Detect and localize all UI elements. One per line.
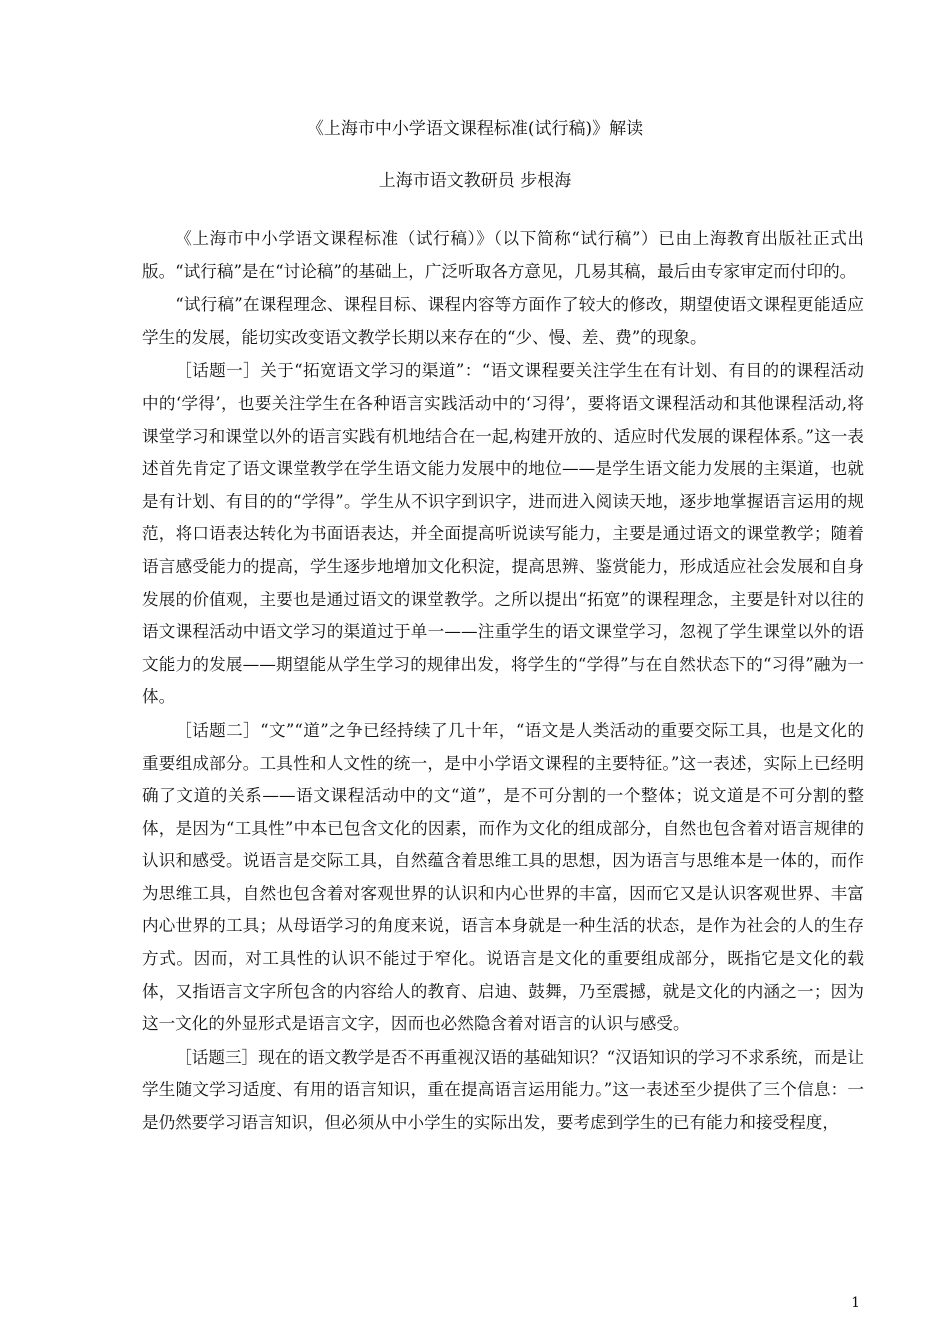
page-number: 1: [851, 1295, 860, 1311]
paragraph-topic-2: ［话题二］“文”“道”之争已经持续了几十年，“语文是人类活动的重要交际工具，也是文化的重要组成部分。工具性和人文性的统一，是中小学语文课程的主要特征。”这一表述，实际上已经明确了文道的关系——语文课程活动中的文“道”，是不可分割的一个整体；说文道是不可分割的整体，是因为“工具性”中本已包含文化的因素，而作为文化的组成部分，自然也包含着对语言规律的认识和感受。说语言是交际工具，自然蕴含着思维工具的思想，因为语言与思维本是一体的，而作为思维工具，自然也包含着对客观世界的认识和内心世界的丰富，因而它又是认识客观世界、丰富内心世界的工具；从母语学习的角度来说，语言本身就是一种生活的状态，是作为社会的人的生存方式。因而，对工具性的认识不能过于窄化。说语言是文化的重要组成部分，既指它是文化的载体，又指语言文字所包含的内容给人的教育、启迪、鼓舞，乃至震撼，就是文化的内涵之一；因为这一文化的外显形式是语言文字，因而也必然隐含着对语言的认识与感受。: [142, 720, 864, 1034]
paragraph-topic-1: ［话题一］关于“拓宽语文学习的渠道”：“语文课程要关注学生在有计划、有目的的课程活动中的‘学得’，也要关注学生在各种语言实践活动中的‘习得’，要将语文课程活动和其他课程活动,将课堂学习和课堂以外的语言实践有机地结合在一起,构建开放的、适应时代发展的课程体系。”这一表述首先肯定了语文课堂教学在学生语文能力发展中的地位——是学生语文能力发展的主渠道，也就是有计划、有目的的“学得”。学生从不识字到识字，进而进入阅读天地，逐步地掌握语言运用的规范，将口语表达转化为书面语表达，并全面提高听说读写能力，主要是通过语文的课堂教学；随着语言感受能力的提高，学生逐步地增加文化积淀，提高思辨、鉴赏能力，形成适应社会发展和自身发展的价值观，主要也是通过语文的课堂教学。之所以提出“拓宽”的课程理念，主要是针对以往的语文课程活动中语文学习的渠道过于单一——注重学生的语文课堂学习，忽视了学生课堂以外的语文能力的发展——期望能从学生学习的规律出发，将学生的“学得”与在自然状态下的“习得”融为一体。: [142, 361, 864, 707]
paragraph-intro: 《上海市中小学语文课程标准（试行稿）》（以下简称“试行稿”）已由上海教育出版社正式出版。“试行稿”是在“讨论稿”的基础上，广泛听取各方意见，几易其稿，最后由专家审定而付印的。: [142, 229, 864, 281]
paragraph-topic-3: ［话题三］现在的语文教学是否不再重视汉语的基础知识？“汉语知识的学习不求系统，而是让学生随文学习适度、有用的语言知识，重在提高语言运用能力。”这一表述至少提供了三个信息：一是仍然要学习语言知识，但必须从中小学生的实际出发，要考虑到学生的已有能力和接受程度，: [142, 1047, 865, 1133]
author-byline: 上海市语文教研员 步根海: [378, 171, 572, 191]
paragraph-revision: “试行稿”在课程理念、课程目标、课程内容等方面作了较大的修改，期望使语文课程更能适应学生的发展，能切实改变语文教学长期以来存在的“少、慢、差、费”的现象。: [142, 295, 864, 347]
document-body: [142, 223, 864, 1141]
document-title: 《上海市中小学语文课程标准(试行稿)》解读: [306, 119, 644, 139]
